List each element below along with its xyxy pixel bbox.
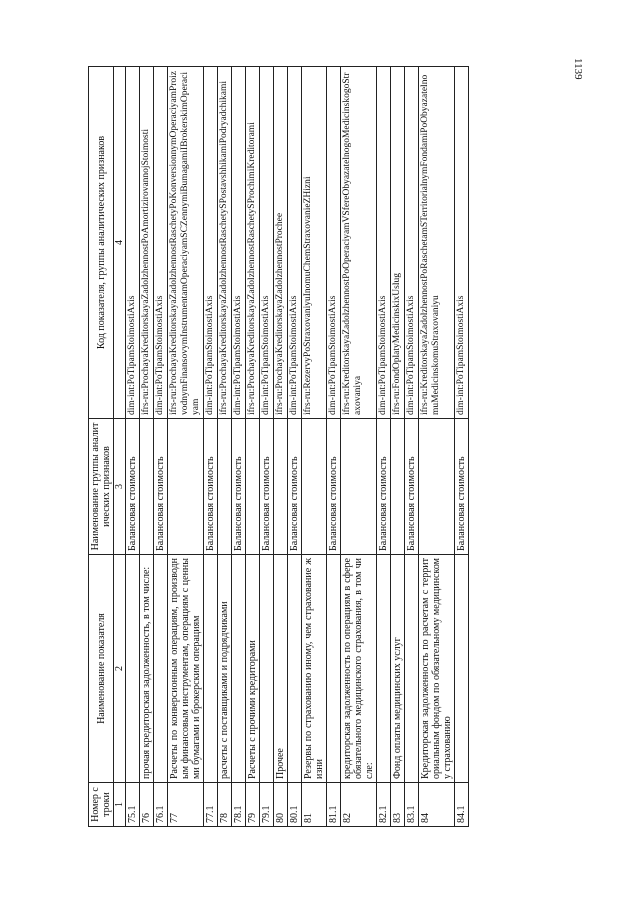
indicator-name-cell: Прочее — [274, 555, 288, 783]
indicator-name-cell — [377, 555, 391, 783]
row-number-cell: 79 — [246, 783, 260, 827]
column-number: 4 — [114, 67, 126, 419]
group-name-cell — [168, 419, 204, 555]
group-name-cell — [391, 419, 405, 555]
indicator-code-cell: ifrs-ru:ProchayaKreditorskayaZadolzhennostProchee — [274, 67, 288, 419]
row-number-cell: 79.1 — [260, 783, 274, 827]
indicator-code-cell: dim-int:PoTipamStoimostiAxis — [327, 67, 341, 419]
table-body — [126, 67, 469, 827]
indicator-name-cell — [260, 555, 274, 783]
row-number-cell: 80.1 — [288, 783, 302, 827]
row-number-cell: 82 — [341, 783, 377, 827]
indicator-name-cell — [327, 555, 341, 783]
indicator-name-cell — [126, 555, 140, 783]
indicator-name-cell: кредиторская задолженность по операциям в сфере обязательного медицинского страхования, в том числе: — [341, 555, 377, 783]
group-name-cell — [419, 419, 455, 555]
column-number: 1 — [114, 783, 126, 827]
indicator-code-cell: ifrs-ru:KreditorskayaZadolzhennostPoRaschetamSTerritorialnymFondamiPoObyazatelnomuMedicinskomuStraxovaniyu — [419, 67, 455, 419]
table-row — [154, 67, 168, 827]
table-row — [288, 67, 302, 827]
row-number-cell: 84.1 — [455, 783, 469, 827]
indicator-code-cell: ifrs-ru:ProchayaKreditorskayaZadolzhennostPoAmortizirovannojStoimosti — [140, 67, 154, 419]
indicator-name-cell: Фонд оплаты медицинских услуг — [391, 555, 405, 783]
group-name-cell — [341, 419, 377, 555]
indicator-code-cell: dim-int:PoTipamStoimostiAxis — [405, 67, 419, 419]
rotated-table-container — [88, 67, 598, 827]
group-name-cell: Балансовая стоимость — [154, 419, 168, 555]
table-row — [168, 67, 204, 827]
indicator-code-cell: dim-int:PoTipamStoimostiAxis — [204, 67, 218, 419]
indicator-name-cell: прочая кредиторская задолженность, в том числе: — [140, 555, 154, 783]
group-name-cell — [274, 419, 288, 555]
table-row — [140, 67, 154, 827]
group-name-cell — [246, 419, 260, 555]
indicator-code-cell: ifrs-ru:ProchayaKreditorskayaZadolzhennostRaschetySProchimiKreditorami — [246, 67, 260, 419]
indicator-code-cell: dim-int:PoTipamStoimostiAxis — [232, 67, 246, 419]
column-number: 3 — [114, 419, 126, 555]
table-row — [204, 67, 218, 827]
table-row — [377, 67, 391, 827]
group-name-cell: Балансовая стоимость — [126, 419, 140, 555]
indicator-code-cell: ifrs-ru:ProchayaKreditorskayaZadolzhennostRaschetyPoKonversionnymOperaciyamProizvodnymFinansovymInstrumentamOperaciyamSCZennymiBumagamiIBrokerskimOperaciyam — [168, 67, 204, 419]
group-name-cell: Балансовая стоимость — [405, 419, 419, 555]
indicator-name-cell — [455, 555, 469, 783]
header-group-name: Наименование группы аналитических признаков — [89, 419, 114, 555]
indicator-name-cell — [405, 555, 419, 783]
indicator-code-cell: ifrs-ru:FondOplatyMedicinskixUslug — [391, 67, 405, 419]
indicator-code-cell: dim-int:PoTipamStoimostiAxis — [455, 67, 469, 419]
column-numbers-row — [114, 67, 126, 827]
group-name-cell: Балансовая стоимость — [232, 419, 246, 555]
table-row — [327, 67, 341, 827]
header-indicator-code: Код показателя, группы аналитических признаков — [89, 67, 114, 419]
row-number-cell: 76 — [140, 783, 154, 827]
table-row — [302, 67, 327, 827]
table-row — [126, 67, 140, 827]
indicator-name-cell: расчеты с поставщиками и подрядчиками — [218, 555, 232, 783]
column-number: 2 — [114, 555, 126, 783]
indicator-name-cell — [154, 555, 168, 783]
row-number-cell: 78 — [218, 783, 232, 827]
header-row-number: Номер строки — [89, 783, 114, 827]
group-name-cell: Балансовая стоимость — [455, 419, 469, 555]
row-number-cell: 83 — [391, 783, 405, 827]
indicator-code-cell: dim-int:PoTipamStoimostiAxis — [260, 67, 274, 419]
page-number: 1139 — [572, 58, 584, 80]
table-row — [218, 67, 232, 827]
row-number-cell: 77.1 — [204, 783, 218, 827]
table-row — [232, 67, 246, 827]
indicator-code-cell: dim-int:PoTipamStoimostiAxis — [288, 67, 302, 419]
group-name-cell: Балансовая стоимость — [377, 419, 391, 555]
row-number-cell: 83.1 — [405, 783, 419, 827]
indicator-code-cell: ifrs-ru:ProchayaKreditorskayaZadolzhennostRaschetySPostavshhikamiPodryadchikami — [218, 67, 232, 419]
row-number-cell: 82.1 — [377, 783, 391, 827]
header-row — [89, 67, 114, 827]
indicator-code-cell: dim-int:PoTipamStoimostiAxis — [377, 67, 391, 419]
group-name-cell: Балансовая стоимость — [260, 419, 274, 555]
indicator-name-cell — [204, 555, 218, 783]
group-name-cell — [140, 419, 154, 555]
indicator-name-cell — [288, 555, 302, 783]
row-number-cell: 77 — [168, 783, 204, 827]
group-name-cell: Балансовая стоимость — [327, 419, 341, 555]
table-row — [391, 67, 405, 827]
group-name-cell: Балансовая стоимость — [288, 419, 302, 555]
row-number-cell: 80 — [274, 783, 288, 827]
row-number-cell: 84 — [419, 783, 455, 827]
header-indicator-name: Наименование показателя — [89, 555, 114, 783]
indicator-code-cell: ifrs-ru:KreditorskayaZadolzhennostPoOperaciyamVSfereObyazatelnogoMedicinskogoStraxovaniya — [341, 67, 377, 419]
indicators-table — [88, 66, 469, 827]
indicator-code-cell: dim-int:PoTipamStoimostiAxis — [126, 67, 140, 419]
row-number-cell: 81.1 — [327, 783, 341, 827]
indicator-code-cell: ifrs-ru:RezervyPoStraxovaniyuInomuChemStraxovanieZHizni — [302, 67, 327, 419]
table-row — [419, 67, 455, 827]
table-row — [405, 67, 419, 827]
table-row — [341, 67, 377, 827]
row-number-cell: 78.1 — [232, 783, 246, 827]
table-row — [274, 67, 288, 827]
row-number-cell: 76.1 — [154, 783, 168, 827]
table-row — [260, 67, 274, 827]
group-name-cell — [218, 419, 232, 555]
table-row — [246, 67, 260, 827]
indicator-name-cell: Расчеты с прочими кредиторами — [246, 555, 260, 783]
group-name-cell — [302, 419, 327, 555]
table-header — [89, 67, 126, 827]
indicator-name-cell — [232, 555, 246, 783]
indicator-code-cell: dim-int:PoTipamStoimostiAxis — [154, 67, 168, 419]
indicator-name-cell: Кредиторская задолженность по расчетам с территориальным фондом по обязательному медицинскому страхованию — [419, 555, 455, 783]
group-name-cell: Балансовая стоимость — [204, 419, 218, 555]
indicator-name-cell: Резервы по страхованию иному, чем страхование жизни — [302, 555, 327, 783]
table-row — [455, 67, 469, 827]
row-number-cell: 81 — [302, 783, 327, 827]
indicator-name-cell: Расчеты по конверсионным операциям, производным финансовым инструментам, операциям с ценными бумагами и брокерским операциям — [168, 555, 204, 783]
row-number-cell: 75.1 — [126, 783, 140, 827]
